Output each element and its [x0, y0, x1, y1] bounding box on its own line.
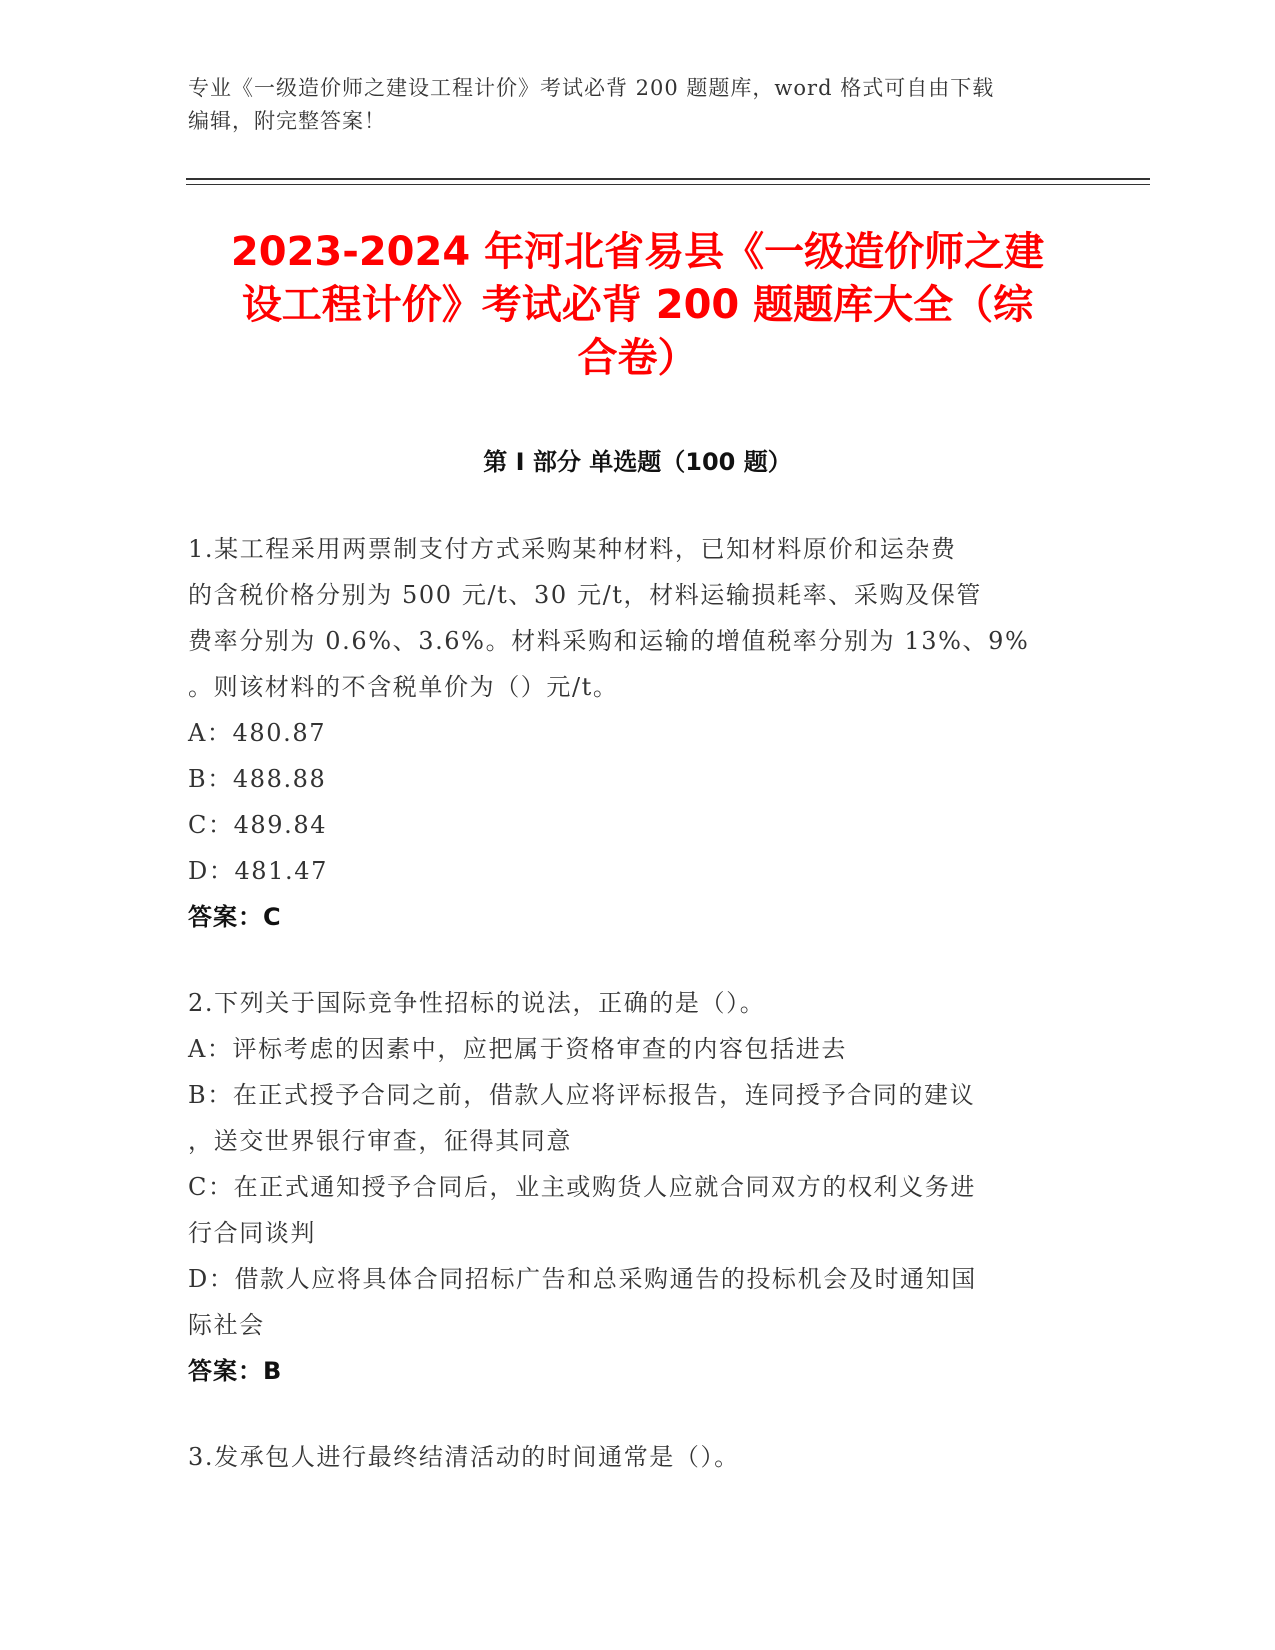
header-note-line-2: 编辑，附完整答案！ [188, 109, 386, 133]
title-line-1: 2023-2024 年河北省易县《一级造价师之建 [230, 229, 1045, 275]
question-stem-line: 2.下列关于国际竞争性招标的说法，正确的是（）。 [188, 989, 766, 1017]
option-d: D：借款人应将具体合同招标广告和总采购通告的投标机会及时通知国 [188, 1265, 977, 1293]
option-c: C：489.84 [188, 811, 328, 839]
question-spacer [188, 1394, 1076, 1434]
document-title [190, 226, 1085, 385]
question-2 [188, 980, 1076, 1394]
question-spacer [188, 940, 1076, 980]
option-c-continued: 行合同谈判 [188, 1219, 316, 1247]
question-1 [188, 526, 1076, 940]
title-line-3: 合卷） [577, 335, 698, 381]
question-stem-line: 3.发承包人进行最终结清活动的时间通常是（）。 [188, 1443, 740, 1471]
title-line-2: 设工程计价》考试必背 200 题题库大全（综 [241, 282, 1034, 328]
question-stem-line: 1.某工程采用两票制支付方式采购某种材料，已知材料原价和运杂费 [188, 535, 957, 563]
answer-label: 答案：C [188, 903, 282, 931]
header-divider-thick [186, 178, 1150, 180]
option-b: B：488.88 [188, 765, 327, 793]
option-c: C：在正式通知授予合同后，业主或购货人应就合同双方的权利义务进 [188, 1173, 976, 1201]
question-3 [188, 1434, 1076, 1480]
option-b-continued: ，送交世界银行审查，征得其同意 [188, 1127, 572, 1155]
question-stem-line: 。则该材料的不含税单价为（）元/t。 [188, 673, 619, 701]
option-a: A：480.87 [188, 719, 327, 747]
option-a: A：评标考虑的因素中，应把属于资格审查的内容包括进去 [188, 1035, 847, 1063]
option-d: D：481.47 [188, 857, 329, 885]
option-d-continued: 际社会 [188, 1311, 265, 1339]
document-header-note [188, 72, 1088, 138]
option-b: B：在正式授予合同之前，借款人应将评标报告，连同授予合同的建议 [188, 1081, 976, 1109]
answer-label: 答案：B [188, 1357, 283, 1385]
section-heading: 第 I 部分 单选题（100 题） [483, 448, 792, 476]
question-list [188, 526, 1076, 1480]
question-stem-line: 费率分别为 0.6%、3.6%。材料采购和运输的增值税率分别为 13%、9% [188, 627, 1030, 655]
header-divider-thin [186, 184, 1150, 185]
question-stem-line: 的含税价格分别为 500 元/t、30 元/t，材料运输损耗率、采购及保管 [188, 581, 982, 609]
header-note-line-1: 专业《一级造价师之建设工程计价》考试必背 200 题题库，word 格式可自由下载 [188, 76, 995, 100]
